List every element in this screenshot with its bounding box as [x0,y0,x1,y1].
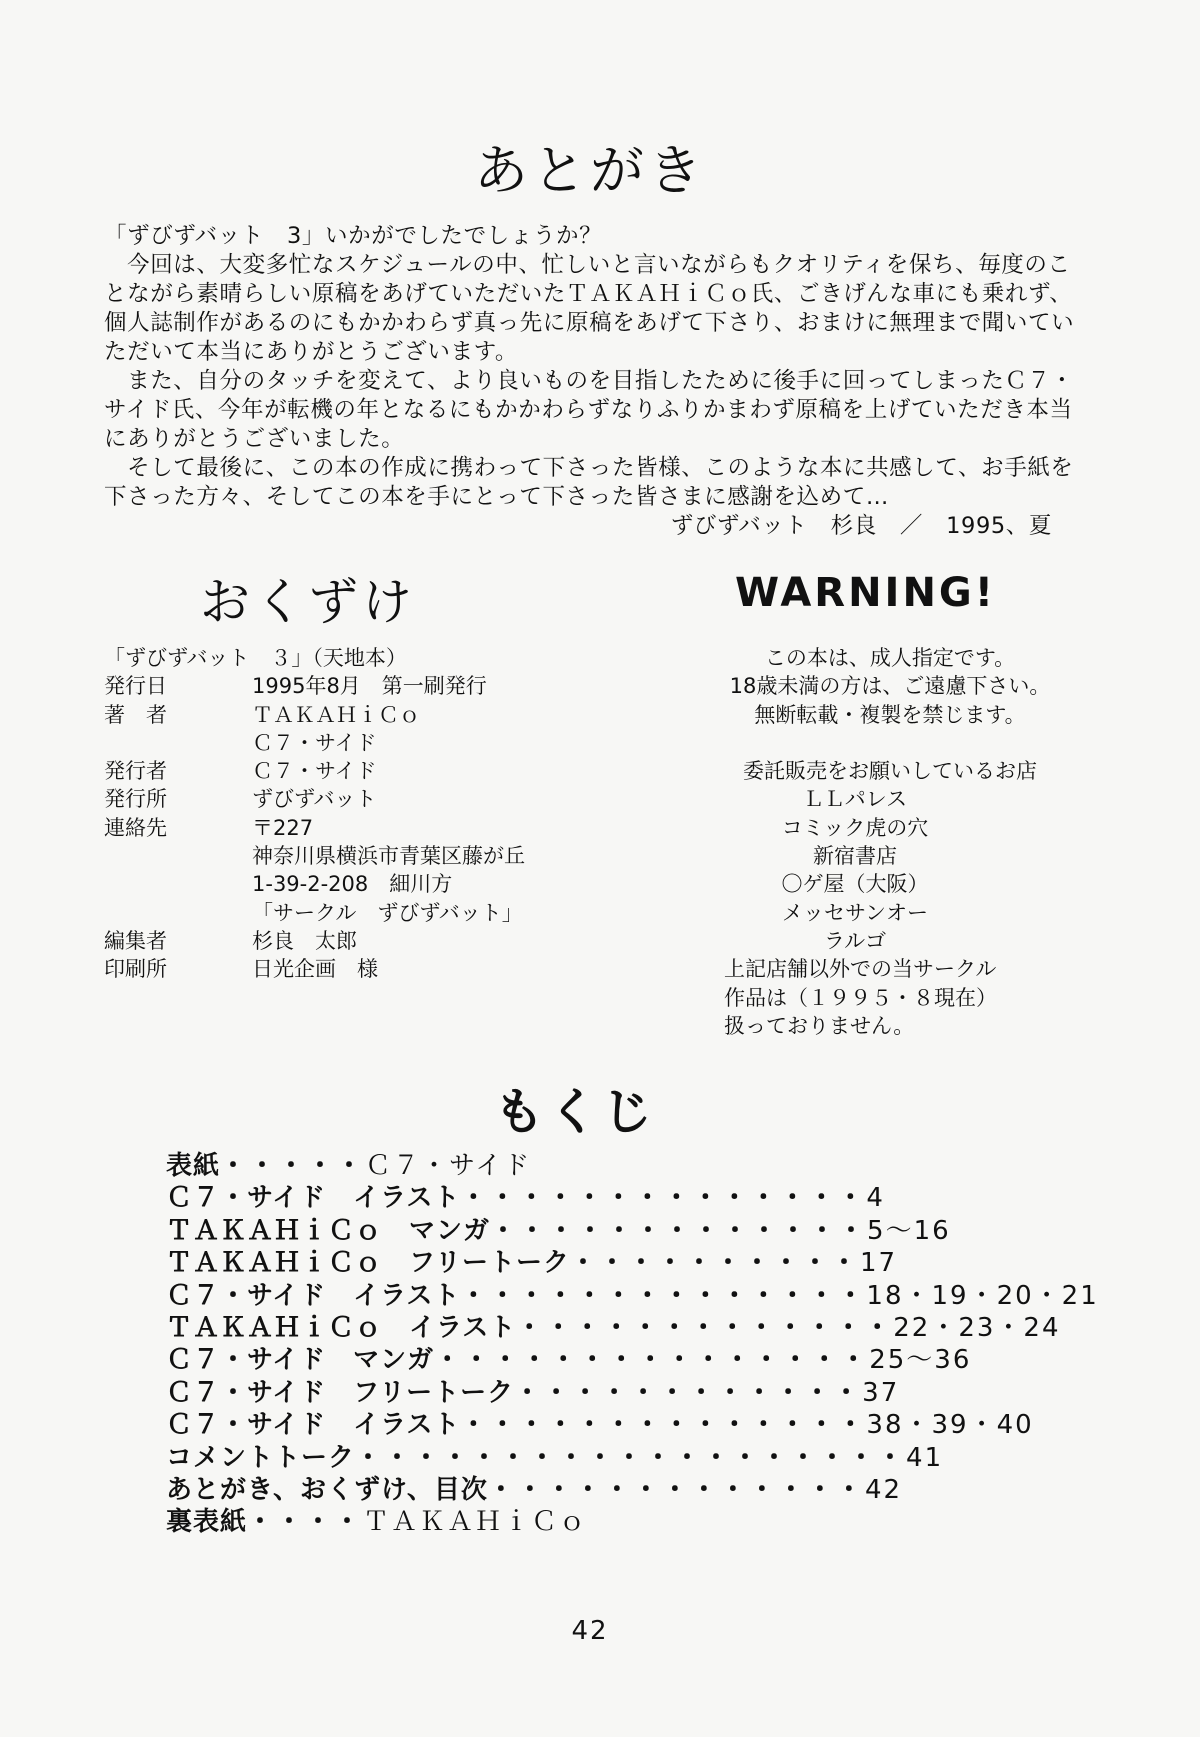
store-name: コミック虎の穴 [781,815,929,840]
toc-leader-dots: ・・・・ [247,1507,364,1538]
stores-footer-line: 扱っておりません。 [724,1013,915,1038]
toc-entry-pages: 37 [862,1377,900,1408]
colophon-book-title: 「ずびずバット ３」（天地本） [104,646,407,670]
colophon-row [104,955,664,983]
colophon-label: 発行日 [104,674,167,699]
warning-heading: WARNING! [735,570,996,616]
afterword-heading: あとがき [474,139,706,202]
colophon-value: 「サークル ずびずバット」 [252,900,523,925]
colophon-value: 1-39-2-208 細川方 [252,872,453,897]
toc-leader-dots: ・・・・・・・・・・・・・ [487,1475,865,1506]
toc-entry-pages: Ｃ７・サイド [365,1151,532,1181]
afterword-paragraph: 今回は、大変多忙なスケジュールの中、忙しいと言いながらもクオリティを保ち、毎度のことながら素晴らしい原稿をあげていただいたＴＡＫＡＨｉＣｏ氏、ごきげんな車にも乗れず、個人誌制作があるのにもかかわらず真っ先に原稿をあげて下さり、おまけに無理まで聞いていただいて本当にありがとうございます。 [104,252,1075,365]
toc-entry [166,1150,1086,1182]
toc-leader-dots: ・・・・・・・・・・・・・ [490,1215,868,1246]
toc-leader-dots: ・・・・・・・・・・・・ [514,1377,863,1408]
colophon-row [104,672,664,700]
toc-leader-dots: ・・・・・・・・・・・・・ [516,1313,894,1344]
toc-entry [166,1344,1086,1376]
toc-entry-title: あとがき、おくずけ、目次 [166,1475,488,1506]
spacer [690,729,1090,757]
afterword-paragraph: 「ずびずバット 3」いかがでしたでしょうか？ [104,223,603,249]
toc-entry [166,1409,1086,1441]
colophon-row [104,927,664,955]
toc-entry-pages: 22・23・24 [893,1313,1061,1344]
colophon-value: 1995年8月 第一刷発行 [252,674,487,699]
colophon-block [104,644,664,984]
warning-notice: 無断転載・複製を禁じます。 [754,702,1026,727]
toc-entry [166,1280,1099,1312]
colophon-row [104,842,664,870]
toc-entry-title: ＴＡＫＡＨｉＣｏ フリートーク [166,1248,570,1279]
toc-entry-pages: 41 [906,1442,944,1473]
afterword-body [104,222,1084,541]
toc-leader-dots: ・・・・・・・・・・・・・・ [460,1183,867,1214]
toc-entry-title: Ｃ７・サイド イラスト [166,1183,461,1214]
stores-footer-line: 作品は（１９９５・８現在） [724,985,997,1010]
colophon-value: 杉良 太郎 [252,928,357,953]
toc-entry-title: Ｃ７・サイド マンガ [166,1345,435,1376]
table-of-contents [166,1150,1099,1539]
toc-entry-title: 表紙 [166,1151,221,1181]
store-name: ＬＬパレス [802,787,908,812]
toc-entry [166,1215,1086,1247]
toc-entry-title: Ｃ７・サイド フリートーク [166,1377,515,1408]
store-name: 新宿書店 [813,844,897,869]
toc-leader-dots: ・・・・・・・・・・ [569,1248,860,1279]
toc-entry-title: ＴＡＫＡＨｉＣｏ マンガ [166,1215,491,1246]
colophon-label: 編集者 [104,928,167,953]
colophon-label: 印刷所 [104,957,167,982]
toc-entry [166,1312,1086,1344]
stores-heading: 委託販売をお願いしているお店 [743,759,1037,784]
toc-leader-dots: ・・・・・ [220,1151,366,1181]
toc-entry-title: コメントトーク [166,1442,356,1473]
colophon-value: ＴＡＫＡＨｉＣｏ [252,702,420,727]
toc-entry-title: Ｃ７・サイド イラスト [166,1410,461,1441]
colophon-value: 神奈川県横浜市青葉区藤が丘 [252,844,525,869]
toc-entry-title: Ｃ７・サイド イラスト [166,1280,461,1311]
colophon-label [104,729,252,757]
toc-entry-pages: 4 [866,1183,885,1214]
contents-heading: もくじ [494,1083,656,1141]
afterword-paragraph: そして最後に、この本の作成に携わって下さった皆様、このような本に共感して、お手紙を下さった方々、そしてこの本を手にとって下さった皆さまに感謝を込めて… [104,455,1074,510]
toc-entry [166,1377,1086,1409]
toc-entry-pages: ＴＡＫＡＨｉＣｏ [363,1507,588,1538]
colophon-row [104,701,664,729]
colophon-label [104,870,252,898]
colophon-row [104,785,664,813]
warning-notice: 18歳未満の方は、ご遠慮下さい。 [729,674,1051,699]
store-name: 〇ゲ屋（大阪） [781,872,929,897]
colophon-label [104,842,252,870]
store-name: ラルゴ [823,928,887,953]
toc-entry-pages: 18・19・20・21 [866,1280,1099,1311]
colophon-value: Ｃ７・サイド [252,759,377,784]
toc-leader-dots: ・・・・・・・・・・・・・・ [460,1410,867,1441]
colophon-row [104,757,664,785]
toc-entry-pages: 5～16 [867,1215,951,1246]
warning-block [690,644,1090,1040]
afterword-paragraph: また、自分のタッチを変えて、より良いものを目指したために後手に回ってしまったＣ７・サイド氏、今年が転機の年となるにもかかわらずなりふりかまわず原稿を上げていただき本当にありがとうございました。 [104,368,1074,452]
toc-entry [166,1182,1086,1214]
colophon-label: 著 者 [104,702,167,727]
colophon-label: 発行者 [104,759,167,784]
toc-entry-pages: 25～36 [869,1345,972,1376]
warning-notice: この本は、成人指定です。 [764,646,1016,670]
colophon-row [104,899,664,927]
colophon-value: Ｃ７・サイド [252,730,377,755]
colophon-value: 日光企画 様 [252,957,378,982]
colophon-label: 連絡先 [104,815,167,840]
colophon-label: 発行所 [104,787,167,812]
toc-leader-dots: ・・・・・・・・・・・・・・・ [434,1345,870,1376]
toc-entry [166,1506,1086,1538]
colophon-value: 〒227 [252,815,314,840]
page-number: 42 [571,1616,609,1646]
toc-leader-dots: ・・・・・・・・・・・・・・ [460,1280,867,1311]
toc-entry-title: 裏表紙 [166,1507,248,1538]
toc-entry [166,1247,1086,1279]
toc-entry [166,1442,1086,1474]
toc-entry-pages: 42 [864,1475,903,1506]
toc-entry-title: ＴＡＫＡＨｉＣｏ イラスト [166,1313,517,1344]
colophon-row [104,870,664,898]
toc-entry-pages: 17 [859,1248,898,1279]
afterword-signature: ずびずバット 杉良 ／ 1995、夏 [670,513,1052,539]
toc-entry [166,1474,1086,1506]
colophon-row [104,814,664,842]
colophon-value: ずびずバット [252,787,377,812]
colophon-row [104,729,664,757]
stores-footer-line: 上記店舗以外での当サークル [724,957,997,982]
toc-entry-pages: 38・39・40 [866,1410,1034,1441]
colophon-label [104,899,252,927]
toc-leader-dots: ・・・・・・・・・・・・・・・・・・・ [355,1442,907,1473]
store-name: メッセサンオー [782,900,928,925]
colophon-heading: おくずけ [200,573,416,631]
